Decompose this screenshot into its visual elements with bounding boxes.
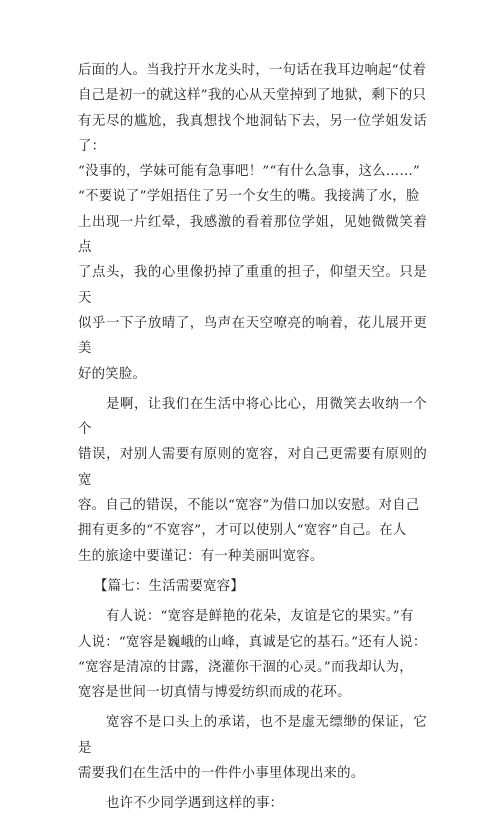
paragraph-continuation bbox=[78, 58, 427, 387]
paragraph-intro bbox=[78, 791, 427, 816]
text-line: 拥有更多的“不宽容”，才可以使别人“宽容”自己。在人 bbox=[78, 523, 407, 539]
text-line: 错误，对别人需要有原则的宽容，对自己更需要有原则的宽 bbox=[78, 447, 427, 488]
paragraph-conclusion bbox=[78, 392, 427, 569]
text-line: 宽容不是口头上的承诺，也不是虚无缥缈的保证，它是 bbox=[78, 715, 427, 756]
text-line: 是啊，让我们在生活中将心比心，用微笑去收纳一个个 bbox=[78, 396, 427, 438]
text-line: 需要我们在生活中的一件件小事里体现出来的。 bbox=[78, 766, 365, 782]
section-heading: 【篇七：生活需要宽容】 bbox=[94, 578, 245, 594]
text-line: 了点头，我的心里像扔掉了重重的担子，仰望天空。只是天 bbox=[78, 265, 427, 306]
text-line: “没事的，学妹可能有急事吧！”“有什么急事，这么……” bbox=[78, 164, 421, 180]
text-line: “宽容是清凉的甘露，浇灌你干涸的心灵。”而我却认为， bbox=[78, 659, 413, 675]
text-line: 宽容是世间一切真情与博爱纺织而成的花环。 bbox=[78, 685, 351, 701]
text-line: 人说：“宽容是巍峨的山峰，真诚是它的基石。”还有人说： bbox=[78, 634, 427, 650]
text-line: 容。自己的错误，不能以“宽容”为借口加以安慰。对自己 bbox=[78, 498, 420, 514]
text-line: 自己是初一的就这样”我的心从天堂掉到了地狱，剩下的只 bbox=[78, 88, 427, 104]
text-line: 似乎一下子放晴了，鸟声在天空嘹亮的响着，花儿展开更美 bbox=[78, 315, 427, 357]
text-line: 上出现一片红晕，我感激的看着那位学姐，见她微微笑着点 bbox=[78, 214, 427, 256]
text-line: “不要说了”学姐捂住了另一个女生的嘴。我接满了水，脸 bbox=[78, 189, 420, 205]
paragraph-definition bbox=[78, 710, 427, 786]
text-line: 生的旅途中要谨记：有一种美丽叫宽容。 bbox=[78, 548, 324, 564]
paragraph-quotes bbox=[78, 604, 427, 705]
text-line: 后面的人。当我拧开水龙头时，一句话在我耳边响起“仗着 bbox=[78, 63, 427, 78]
text-line: 有人说：“宽容是鲜艳的花朵，友谊是它的果实。”有 bbox=[106, 609, 414, 625]
text-line: 有无尽的尴尬，我真想找个地洞钻下去，另一位学姐发话了： bbox=[78, 113, 427, 154]
text-line: 好的笑脸。 bbox=[78, 366, 147, 382]
text-line: 也许不少同学遇到这样的事： bbox=[106, 796, 284, 812]
